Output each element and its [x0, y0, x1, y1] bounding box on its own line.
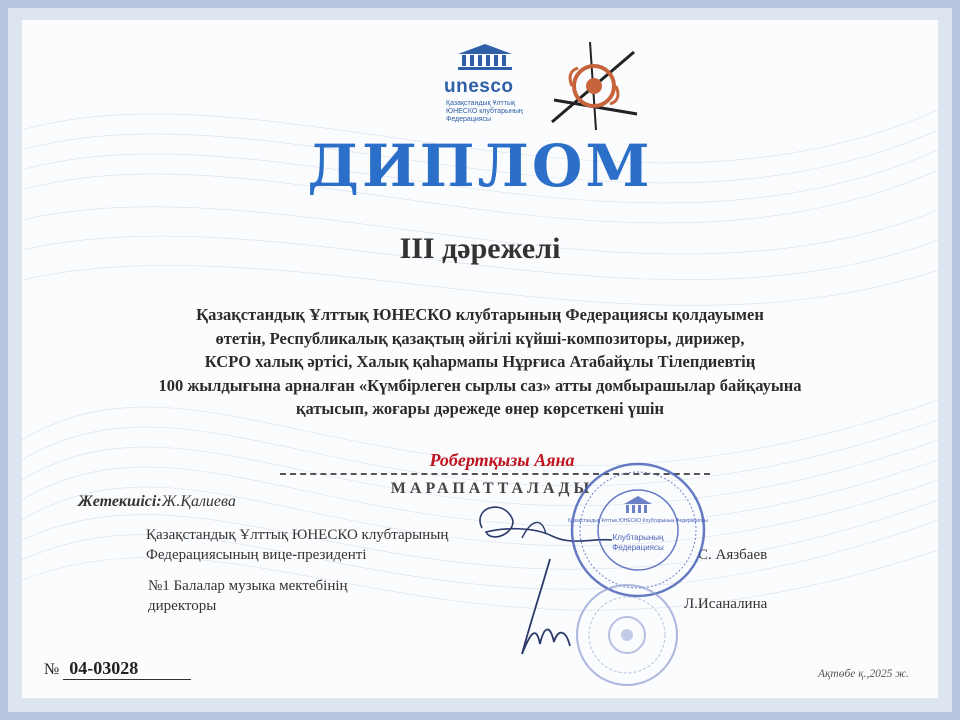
supervisor-label: Жетекшісі:	[78, 493, 162, 510]
number-prefix: №	[44, 661, 60, 678]
signatory-director	[148, 576, 348, 616]
diploma-title: ДИПЛОМ	[307, 132, 653, 200]
number-value: 04-03028	[63, 658, 191, 680]
signatory-title-line: директоры	[148, 598, 217, 614]
description-line: 100 жылдығына арналған «Күмбірлеген сырлы саз» атты домбырашылар байқауына	[158, 375, 802, 395]
signatory-title-line: Қазақстандық Ұлттық ЮНЕСКО клубтарының	[146, 527, 449, 543]
signatory-vice-president	[146, 525, 448, 565]
certificate-paper	[22, 20, 938, 698]
place-date: Ақтөбе қ.,2025 ж.	[818, 668, 909, 680]
diploma-degree: III дәрежелі	[399, 232, 561, 265]
unesco-caption: Қазақстандық Ұлттық ЮНЕСКО клубтарының Федерациясы	[446, 100, 523, 123]
signatory-title-line: №1 Балалар музыка мектебінің	[148, 578, 348, 594]
signatory-title-line: Федерациясының вице-президенті	[146, 547, 367, 563]
signatory-name: С. Аязбаев	[698, 547, 768, 563]
stamp-center-text: Федерациясы	[612, 543, 664, 552]
supervisor-name: Ж.Қалиева	[161, 493, 236, 510]
recipient-name: Робертқызы Аяна	[429, 450, 575, 470]
award-description	[112, 303, 848, 421]
supervisor	[78, 493, 236, 511]
unesco-temple-icon	[448, 42, 522, 72]
unesco-wordmark: unesco	[444, 76, 514, 97]
school-seal	[572, 580, 682, 690]
description-line: Қазақстандық Ұлттық ЮНЕСКО клубтарының Федерациясы қолдауымен	[196, 305, 764, 324]
club-emblem-icon	[542, 42, 642, 132]
stamp-inner-text: Қазақстандық Ұлттық ЮНЕСКО Клубтарының Федерациясы	[568, 518, 708, 524]
diploma-number	[44, 658, 191, 680]
description-line: қатысып, жоғары дәрежеде өнер көрсеткені үшін	[295, 399, 664, 418]
description-line: өтетін, Республикалық қазақтың әйгілі күйші-композиторы, дирижер,	[215, 328, 745, 348]
stamp-center-text: Клубтарының	[612, 533, 664, 542]
description-line: КСРО халық әртісі, Халық қаһармапы Нұрғиса Атабайұлы Тілепдиевтің	[204, 352, 756, 371]
awarded-text: МАРАПАТТАЛАДЫ	[390, 480, 594, 497]
unesco-logo	[444, 42, 526, 146]
signatory-name: Л.Исаналина	[684, 596, 768, 612]
official-stamp	[568, 460, 708, 600]
